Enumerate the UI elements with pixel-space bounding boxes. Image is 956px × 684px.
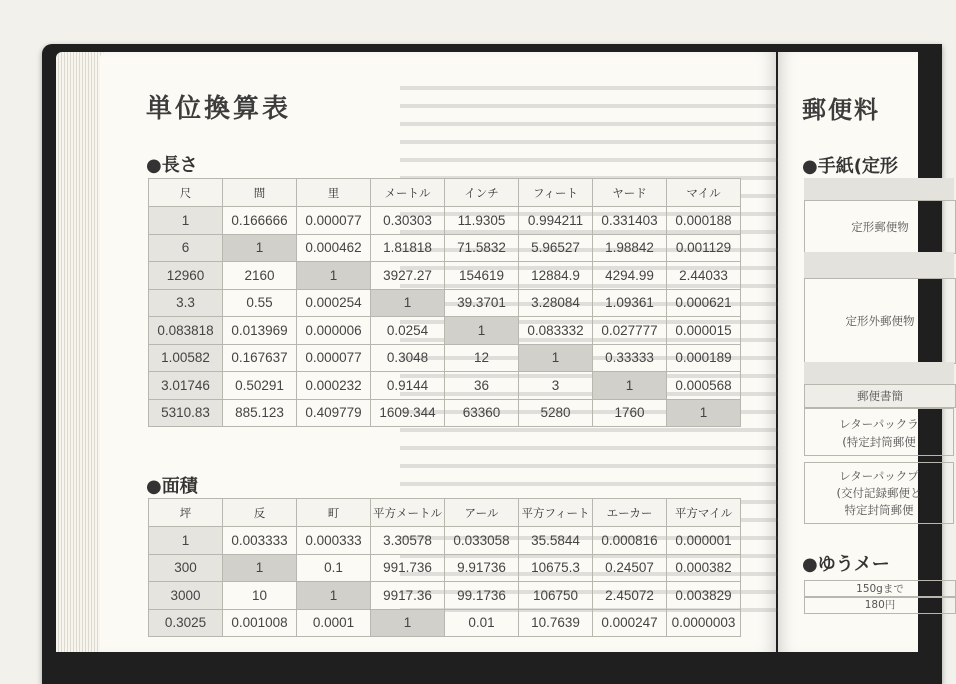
left-page — [100, 52, 776, 652]
table-row — [149, 344, 741, 372]
table-cell: 0.9144 — [371, 372, 445, 400]
table-cell: 10675.3 — [519, 554, 593, 582]
table-cell: 10 — [223, 582, 297, 610]
table-cell: 0.001129 — [667, 234, 741, 262]
area-header-cell: 平方マイル — [667, 499, 741, 527]
length-header-cell: ヤード — [593, 179, 667, 207]
table-cell: 0.003333 — [223, 527, 297, 555]
table-cell: 0.167637 — [223, 344, 297, 372]
table-cell: 991.736 — [371, 554, 445, 582]
length-header-cell: インチ — [445, 179, 519, 207]
table-cell: 0.000816 — [593, 527, 667, 555]
yu-mail-heading: ●ゆうメー — [802, 554, 890, 575]
table-cell: 0.000382 — [667, 554, 741, 582]
table-cell: 0.000188 — [667, 207, 741, 235]
table-cell: 5310.83 — [149, 399, 223, 427]
table-row — [149, 207, 741, 235]
length-header-row — [149, 179, 741, 207]
table-cell: 1 — [371, 289, 445, 317]
table-cell: 1 — [593, 372, 667, 400]
length-header-cell: 尺 — [149, 179, 223, 207]
page-title: 単位換算表 — [146, 94, 292, 124]
letterpack-light-row — [804, 408, 954, 456]
table-row — [149, 609, 741, 637]
table-header-bar — [804, 178, 954, 200]
row-text: (特定封筒郵便 — [842, 435, 916, 449]
area-heading: ●面積 — [146, 476, 198, 497]
table-cell: 12884.9 — [519, 262, 593, 290]
table-cell: 71.5832 — [445, 234, 519, 262]
table-cell: 0.33333 — [593, 344, 667, 372]
table-cell: 0.083818 — [149, 317, 223, 345]
table-cell: 0.000232 — [297, 372, 371, 400]
table-cell: 0.0254 — [371, 317, 445, 345]
table-row — [149, 289, 741, 317]
area-header-cell: 平方フィート — [519, 499, 593, 527]
table-cell: 0.409779 — [297, 399, 371, 427]
table-cell: 1609.344 — [371, 399, 445, 427]
table-cell: 0.000077 — [297, 344, 371, 372]
area-header-row — [149, 499, 741, 527]
table-cell: 154619 — [445, 262, 519, 290]
table-cell: 0.1 — [297, 554, 371, 582]
table-cell: 1 — [519, 344, 593, 372]
table-cell: 0.000247 — [593, 609, 667, 637]
table-cell: 3927.27 — [371, 262, 445, 290]
table-cell: 0.027777 — [593, 317, 667, 345]
table-cell: 0.000077 — [297, 207, 371, 235]
table-cell: 5280 — [519, 399, 593, 427]
table-cell: 0.000001 — [667, 527, 741, 555]
table-cell: 0.001008 — [223, 609, 297, 637]
table-cell: 12960 — [149, 262, 223, 290]
table-cell: 0.000462 — [297, 234, 371, 262]
area-header-cell: 反 — [223, 499, 297, 527]
nonstandard-mail-row: 定形外郵便物 — [804, 278, 956, 364]
table-cell: 0.013969 — [223, 317, 297, 345]
table-cell: 36 — [445, 372, 519, 400]
table-cell: 1.00582 — [149, 344, 223, 372]
row-text: 特定封筒郵便 — [844, 503, 914, 517]
table-row — [149, 527, 741, 555]
weight-cell: 150gまで — [804, 580, 956, 598]
table-cell: 0.24507 — [593, 554, 667, 582]
table-cell: 1 — [371, 609, 445, 637]
table-cell: 0.166666 — [223, 207, 297, 235]
table-cell: 300 — [149, 554, 223, 582]
length-heading: ●長さ — [146, 155, 198, 176]
row-bar — [804, 362, 954, 384]
table-cell: 1 — [445, 317, 519, 345]
table-cell: 1 — [297, 262, 371, 290]
table-cell: 0.55 — [223, 289, 297, 317]
table-cell: 0.0001 — [297, 609, 371, 637]
table-cell: 0.994211 — [519, 207, 593, 235]
table-cell: 3.28084 — [519, 289, 593, 317]
row-text: レターパックラ — [839, 417, 919, 431]
row-text: (交付記録郵便と — [836, 486, 922, 500]
table-cell: 9.91736 — [445, 554, 519, 582]
length-header-cell: マイル — [667, 179, 741, 207]
letter-heading: ●手紙(定形 — [802, 156, 898, 177]
table-cell: 1.09361 — [593, 289, 667, 317]
table-cell: 0.50291 — [223, 372, 297, 400]
table-cell: 1 — [297, 582, 371, 610]
table-cell: 4294.99 — [593, 262, 667, 290]
area-header-cell: エーカー — [593, 499, 667, 527]
table-cell: 1 — [149, 207, 223, 235]
table-row — [149, 317, 741, 345]
table-cell: 11.9305 — [445, 207, 519, 235]
area-header-cell: 平方メートル — [371, 499, 445, 527]
table-cell: 3 — [519, 372, 593, 400]
table-row — [149, 554, 741, 582]
table-cell: 0.000621 — [667, 289, 741, 317]
table-cell: 63360 — [445, 399, 519, 427]
table-cell: 3.30578 — [371, 527, 445, 555]
table-cell: 0.331403 — [593, 207, 667, 235]
table-cell: 0.3048 — [371, 344, 445, 372]
table-row — [149, 372, 741, 400]
table-cell: 885.123 — [223, 399, 297, 427]
table-cell: 0.3025 — [149, 609, 223, 637]
table-cell: 0.033058 — [445, 527, 519, 555]
length-header-cell: メートル — [371, 179, 445, 207]
table-cell: 0.01 — [445, 609, 519, 637]
table-cell: 0.000333 — [297, 527, 371, 555]
table-cell: 0.000015 — [667, 317, 741, 345]
table-cell: 2.45072 — [593, 582, 667, 610]
table-cell: 1 — [149, 527, 223, 555]
table-cell: 6 — [149, 234, 223, 262]
row-text: レターパックプ — [839, 469, 919, 483]
area-header-cell: 町 — [297, 499, 371, 527]
table-row — [149, 399, 741, 427]
table-row — [149, 234, 741, 262]
table-cell: 2160 — [223, 262, 297, 290]
letter-sheet-row: 郵便書簡 — [804, 384, 956, 408]
area-table — [148, 498, 741, 637]
table-cell: 0.30303 — [371, 207, 445, 235]
table-cell: 35.5844 — [519, 527, 593, 555]
table-cell: 3.3 — [149, 289, 223, 317]
table-cell: 1 — [223, 234, 297, 262]
table-row — [149, 262, 741, 290]
table-cell: 10.7639 — [519, 609, 593, 637]
table-cell: 5.96527 — [519, 234, 593, 262]
table-cell: 1.98842 — [593, 234, 667, 262]
table-cell: 1 — [223, 554, 297, 582]
standard-mail-row: 定形郵便物 — [804, 200, 956, 254]
postage-title: 郵便料 — [802, 96, 880, 124]
table-row — [149, 582, 741, 610]
table-cell: 3000 — [149, 582, 223, 610]
table-cell: 9917.36 — [371, 582, 445, 610]
table-cell: 0.003829 — [667, 582, 741, 610]
table-cell: 0.083332 — [519, 317, 593, 345]
right-page — [778, 52, 922, 652]
length-header-cell: 里 — [297, 179, 371, 207]
length-header-cell: フィート — [519, 179, 593, 207]
table-cell: 1760 — [593, 399, 667, 427]
table-cell: 1.81818 — [371, 234, 445, 262]
table-cell: 99.1736 — [445, 582, 519, 610]
area-header-cell: アール — [445, 499, 519, 527]
table-cell: 39.3701 — [445, 289, 519, 317]
table-cell: 0.000006 — [297, 317, 371, 345]
letterpack-plus-row — [804, 462, 954, 524]
table-cell: 0.000189 — [667, 344, 741, 372]
length-table — [148, 178, 741, 427]
row-bar — [804, 252, 954, 278]
table-cell: 0.0000003 — [667, 609, 741, 637]
table-cell: 12 — [445, 344, 519, 372]
area-header-cell: 坪 — [149, 499, 223, 527]
table-cell: 106750 — [519, 582, 593, 610]
table-cell: 2.44033 — [667, 262, 741, 290]
table-cell: 0.000568 — [667, 372, 741, 400]
table-cell: 0.000254 — [297, 289, 371, 317]
table-cell: 1 — [667, 399, 741, 427]
price-cell: 180円 — [804, 596, 956, 614]
length-header-cell: 間 — [223, 179, 297, 207]
table-cell: 3.01746 — [149, 372, 223, 400]
